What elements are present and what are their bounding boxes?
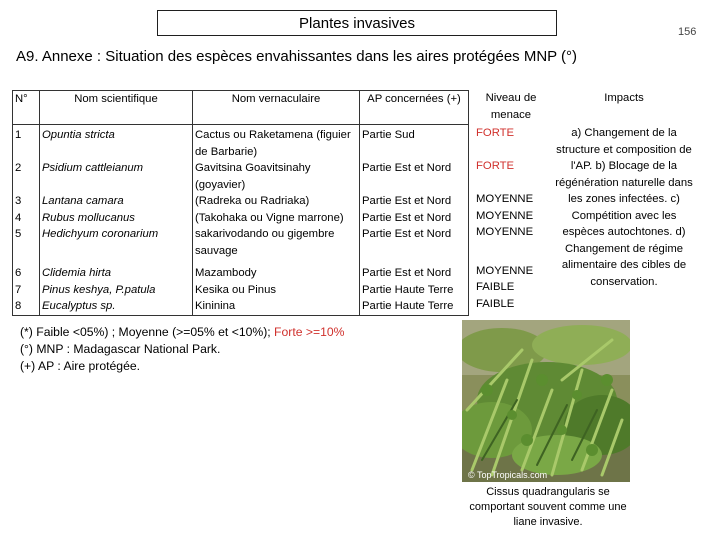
threat-level-value: MOYENNE [476,193,534,205]
row-vern: Cactus ou Raketamena (figuier de Barbarie) [193,125,360,161]
header-sci: Nom scientifique [40,91,193,125]
row-vern: Kininina [193,298,360,315]
legend-line-1 [20,324,345,341]
row-sci: Lantana camara [40,193,193,210]
row-vern: Kesika ou Pinus [193,282,360,299]
threat-level-value: FAIBLE [476,281,515,293]
row-ap: Partie Haute Terre [360,298,469,315]
row-num: 8 [13,298,40,315]
legend-line-3: (+) AP : Aire protégée. [20,359,141,373]
threat-level-value: FAIBLE [476,297,515,310]
document-title: A9. Annexe : Situation des espèces envahissantes dans les aires protégées MNP (°) [16,48,578,65]
species-table [12,90,469,316]
threat-level-value: FORTE [476,127,515,139]
row-ap: Partie Est et Nord [360,193,469,210]
table-row [13,160,469,193]
table-row [13,193,469,210]
row-vern: (Takohaka ou Vigne marrone) [193,210,360,227]
table-header-row [13,91,469,125]
page-number: 156 [678,26,697,38]
threat-level-value: FORTE [476,160,515,172]
photo-watermark: © TopTropicals.com [468,470,548,480]
table-row [13,265,469,282]
row-num: 2 [13,160,40,193]
threat-level-column [468,90,554,312]
header-ap: AP concernées (+) [360,91,469,125]
row-vern: Gavitsina Goavitsinahy (goyavier) [193,160,360,193]
row-num: 3 [13,193,40,210]
table-row [13,125,469,161]
row-num: 4 [13,210,40,227]
threat-level-value: MOYENNE [476,226,534,238]
row-ap: Partie Est et Nord [360,210,469,227]
row-ap: Partie Est et Nord [360,226,469,259]
header-title: Plantes invasives [299,14,415,32]
legend-forte: Forte >=10% [274,325,345,339]
row-sci: Rubus mollucanus [40,210,193,227]
header-impacts: Impacts [604,92,644,104]
photo-caption: Cissus quadrangularis se comportant souvent comme une liane invasive. [469,486,627,528]
cissus-photo [462,320,630,482]
row-num: 6 [13,265,40,282]
row-num: 5 [13,226,40,259]
table-row [13,298,469,315]
row-num: 1 [13,125,40,161]
row-ap: Partie Sud [360,125,469,161]
table-row [13,210,469,227]
row-vern: (Radreka ou Radriaka) [193,193,360,210]
legend [20,324,345,375]
row-sci: Psidium cattleianum [40,160,193,193]
row-sci: Pinus keshya, P.patula [40,282,193,299]
table-row [13,282,469,299]
table-row [13,226,469,259]
row-sci: Eucalyptus sp. [40,298,193,315]
row-ap: Partie Est et Nord [360,265,469,282]
impacts-column [554,90,694,290]
row-sci: Clidemia hirta [40,265,193,282]
header-title-box [157,10,557,36]
header-num: N° [13,91,40,125]
row-sci: Hedichyum coronarium [40,226,193,259]
row-vern: Mazambody [193,265,360,282]
row-vern: sakarivodando ou gigembre sauvage [193,226,360,259]
legend-line-2: (°) MNP : Madagascar National Park. [20,342,221,356]
row-ap: Partie Haute Terre [360,282,469,299]
threat-level-value: MOYENNE [476,264,534,277]
row-num: 7 [13,282,40,299]
row-sci: Opuntia stricta [40,125,193,161]
legend-line-1-start: (*) Faible <05%) ; Moyenne (>=05% et <10%); [20,325,275,339]
threat-level-value: MOYENNE [476,209,534,222]
row-ap: Partie Est et Nord [360,160,469,193]
header-niveau: Niveau de menace [485,92,537,121]
impacts-text: a) Changement de la structure et composition de l'AP. b) Blocage de la régénération naturelle dans les zones infectées. c) Compétition avec les espèces autochtones. d) Changement de régime alimentaire des cibles de conservation. [555,127,693,288]
header-vern: Nom vernaculaire [193,91,360,125]
